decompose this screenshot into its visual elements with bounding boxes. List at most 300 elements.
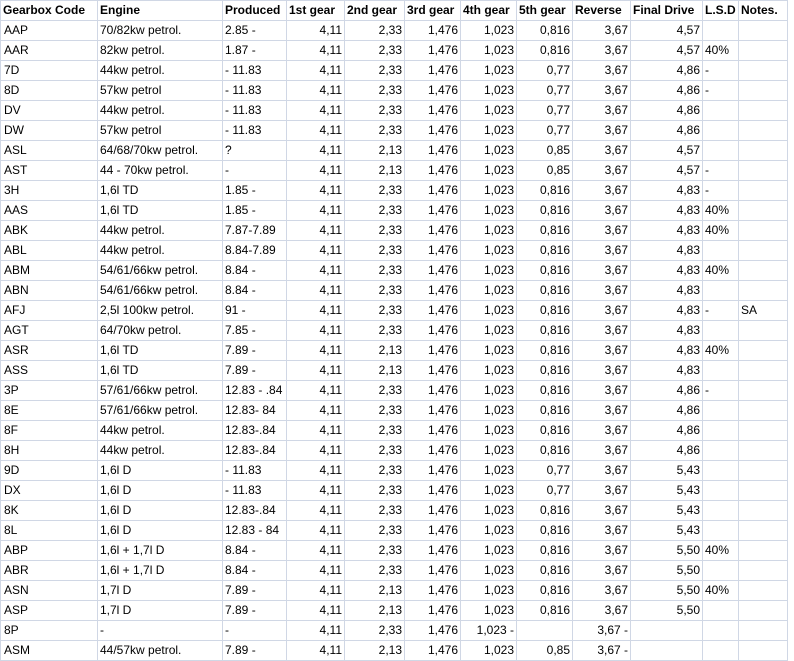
- cell-4th-gear: 1,023: [461, 201, 517, 221]
- table-row: [1, 221, 788, 241]
- cell-gearbox-code: ABR: [1, 561, 98, 581]
- cell-final-drive: 4,86: [631, 81, 703, 101]
- cell-2nd-gear: 2,33: [345, 421, 405, 441]
- cell-produced: - 11.83: [223, 101, 287, 121]
- cell-engine: 64/70kw petrol.: [98, 321, 223, 341]
- cell-4th-gear: 1,023: [461, 121, 517, 141]
- cell-engine: 1,7l D: [98, 601, 223, 621]
- cell-4th-gear: 1,023: [461, 61, 517, 81]
- cell-final-drive: 4,83: [631, 201, 703, 221]
- cell-2nd-gear: 2,13: [345, 341, 405, 361]
- cell-2nd-gear: 2,33: [345, 621, 405, 641]
- table-row: [1, 61, 788, 81]
- cell-lsd: [703, 481, 739, 501]
- cell-4th-gear: 1,023: [461, 281, 517, 301]
- cell-notes: [739, 41, 788, 61]
- cell-reverse: 3,67: [573, 281, 631, 301]
- cell-reverse: 3,67 -: [573, 641, 631, 661]
- cell-4th-gear: 1,023: [461, 341, 517, 361]
- cell-4th-gear: 1,023: [461, 601, 517, 621]
- cell-notes: SA: [739, 301, 788, 321]
- cell-4th-gear: 1,023: [461, 221, 517, 241]
- cell-engine: 1,6l D: [98, 521, 223, 541]
- cell-1st-gear: 4,11: [287, 261, 345, 281]
- cell-3rd-gear: 1,476: [405, 621, 461, 641]
- cell-notes: [739, 161, 788, 181]
- cell-engine: 44kw petrol.: [98, 101, 223, 121]
- cell-engine: 54/61/66kw petrol.: [98, 281, 223, 301]
- cell-4th-gear: 1,023: [461, 541, 517, 561]
- cell-gearbox-code: DV: [1, 101, 98, 121]
- cell-lsd: [703, 21, 739, 41]
- cell-notes: [739, 121, 788, 141]
- cell-final-drive: 5,50: [631, 541, 703, 561]
- cell-final-drive: 4,57: [631, 161, 703, 181]
- cell-engine: 1,6l TD: [98, 361, 223, 381]
- cell-reverse: 3,67 -: [573, 621, 631, 641]
- cell-gearbox-code: AAR: [1, 41, 98, 61]
- cell-2nd-gear: 2,13: [345, 141, 405, 161]
- cell-gearbox-code: ASN: [1, 581, 98, 601]
- cell-produced: 7.87-7.89: [223, 221, 287, 241]
- cell-1st-gear: 4,11: [287, 441, 345, 461]
- cell-5th-gear: 0,816: [517, 381, 573, 401]
- cell-reverse: 3,67: [573, 441, 631, 461]
- cell-final-drive: 4,83: [631, 241, 703, 261]
- cell-2nd-gear: 2,33: [345, 201, 405, 221]
- cell-reverse: 3,67: [573, 601, 631, 621]
- cell-5th-gear: 0,816: [517, 421, 573, 441]
- cell-1st-gear: 4,11: [287, 641, 345, 661]
- cell-engine: 57/61/66kw petrol.: [98, 381, 223, 401]
- cell-3rd-gear: 1,476: [405, 341, 461, 361]
- cell-notes: [739, 521, 788, 541]
- cell-final-drive: 5,50: [631, 601, 703, 621]
- table-row: [1, 81, 788, 101]
- cell-gearbox-code: 8P: [1, 621, 98, 641]
- cell-produced: 1.85 -: [223, 181, 287, 201]
- cell-4th-gear: 1,023: [461, 401, 517, 421]
- cell-4th-gear: 1,023: [461, 381, 517, 401]
- cell-lsd: -: [703, 161, 739, 181]
- cell-gearbox-code: AAS: [1, 201, 98, 221]
- cell-produced: 8.84 -: [223, 261, 287, 281]
- cell-3rd-gear: 1,476: [405, 241, 461, 261]
- cell-produced: - 11.83: [223, 81, 287, 101]
- cell-2nd-gear: 2,33: [345, 501, 405, 521]
- cell-2nd-gear: 2,13: [345, 161, 405, 181]
- cell-5th-gear: 0,77: [517, 101, 573, 121]
- cell-5th-gear: 0,816: [517, 241, 573, 261]
- cell-gearbox-code: ABL: [1, 241, 98, 261]
- table-row: [1, 341, 788, 361]
- cell-final-drive: 5,50: [631, 581, 703, 601]
- cell-3rd-gear: 1,476: [405, 281, 461, 301]
- cell-lsd: -: [703, 301, 739, 321]
- cell-gearbox-code: ABK: [1, 221, 98, 241]
- cell-4th-gear: 1,023 -: [461, 621, 517, 641]
- cell-3rd-gear: 1,476: [405, 381, 461, 401]
- cell-notes: [739, 241, 788, 261]
- cell-engine: 44kw petrol.: [98, 61, 223, 81]
- cell-lsd: -: [703, 181, 739, 201]
- cell-final-drive: 4,86: [631, 441, 703, 461]
- cell-notes: [739, 381, 788, 401]
- cell-final-drive: 5,50: [631, 561, 703, 581]
- cell-reverse: 3,67: [573, 81, 631, 101]
- cell-4th-gear: 1,023: [461, 501, 517, 521]
- cell-engine: 44kw petrol.: [98, 421, 223, 441]
- table-row: [1, 621, 788, 641]
- cell-lsd: 40%: [703, 221, 739, 241]
- cell-final-drive: [631, 621, 703, 641]
- cell-3rd-gear: 1,476: [405, 601, 461, 621]
- cell-lsd: 40%: [703, 201, 739, 221]
- cell-gearbox-code: 8K: [1, 501, 98, 521]
- cell-2nd-gear: 2,33: [345, 461, 405, 481]
- header-final-drive: Final Drive: [631, 1, 703, 21]
- cell-4th-gear: 1,023: [461, 21, 517, 41]
- cell-final-drive: 4,57: [631, 21, 703, 41]
- cell-lsd: [703, 141, 739, 161]
- cell-3rd-gear: 1,476: [405, 21, 461, 41]
- cell-produced: - 11.83: [223, 121, 287, 141]
- cell-1st-gear: 4,11: [287, 201, 345, 221]
- cell-final-drive: 4,57: [631, 141, 703, 161]
- cell-notes: [739, 281, 788, 301]
- cell-3rd-gear: 1,476: [405, 141, 461, 161]
- cell-produced: 12.83- 84: [223, 401, 287, 421]
- cell-1st-gear: 4,11: [287, 401, 345, 421]
- cell-engine: 1,6l TD: [98, 181, 223, 201]
- cell-lsd: [703, 641, 739, 661]
- table-row: [1, 521, 788, 541]
- cell-final-drive: 4,83: [631, 261, 703, 281]
- cell-final-drive: 4,83: [631, 301, 703, 321]
- cell-notes: [739, 341, 788, 361]
- cell-2nd-gear: 2,33: [345, 41, 405, 61]
- cell-produced: 7.89 -: [223, 641, 287, 661]
- cell-4th-gear: 1,023: [461, 301, 517, 321]
- cell-lsd: -: [703, 81, 739, 101]
- cell-5th-gear: 0,816: [517, 281, 573, 301]
- cell-5th-gear: 0,816: [517, 201, 573, 221]
- cell-gearbox-code: AST: [1, 161, 98, 181]
- cell-final-drive: 4,86: [631, 381, 703, 401]
- cell-4th-gear: 1,023: [461, 521, 517, 541]
- cell-final-drive: 5,43: [631, 461, 703, 481]
- cell-gearbox-code: ASS: [1, 361, 98, 381]
- cell-1st-gear: 4,11: [287, 541, 345, 561]
- cell-gearbox-code: ASP: [1, 601, 98, 621]
- cell-final-drive: 5,43: [631, 501, 703, 521]
- cell-4th-gear: 1,023: [461, 261, 517, 281]
- cell-reverse: 3,67: [573, 141, 631, 161]
- table-row: [1, 301, 788, 321]
- cell-reverse: 3,67: [573, 381, 631, 401]
- cell-1st-gear: 4,11: [287, 621, 345, 641]
- cell-3rd-gear: 1,476: [405, 501, 461, 521]
- cell-reverse: 3,67: [573, 321, 631, 341]
- cell-reverse: 3,67: [573, 121, 631, 141]
- cell-produced: 91 -: [223, 301, 287, 321]
- cell-lsd: 40%: [703, 581, 739, 601]
- cell-1st-gear: 4,11: [287, 601, 345, 621]
- cell-notes: [739, 481, 788, 501]
- cell-1st-gear: 4,11: [287, 141, 345, 161]
- cell-5th-gear: 0,816: [517, 541, 573, 561]
- cell-4th-gear: 1,023: [461, 421, 517, 441]
- cell-3rd-gear: 1,476: [405, 221, 461, 241]
- cell-produced: 7.85 -: [223, 321, 287, 341]
- cell-2nd-gear: 2,33: [345, 321, 405, 341]
- cell-gearbox-code: ABP: [1, 541, 98, 561]
- cell-4th-gear: 1,023: [461, 561, 517, 581]
- cell-gearbox-code: 8E: [1, 401, 98, 421]
- cell-gearbox-code: 3H: [1, 181, 98, 201]
- cell-reverse: 3,67: [573, 461, 631, 481]
- cell-5th-gear: 0,816: [517, 41, 573, 61]
- cell-produced: 12.83-.84: [223, 421, 287, 441]
- cell-2nd-gear: 2,13: [345, 361, 405, 381]
- cell-engine: 44kw petrol.: [98, 241, 223, 261]
- cell-5th-gear: 0,816: [517, 21, 573, 41]
- cell-1st-gear: 4,11: [287, 281, 345, 301]
- cell-engine: 70/82kw petrol.: [98, 21, 223, 41]
- cell-1st-gear: 4,11: [287, 161, 345, 181]
- cell-reverse: 3,67: [573, 421, 631, 441]
- cell-5th-gear: 0,816: [517, 581, 573, 601]
- cell-5th-gear: 0,77: [517, 481, 573, 501]
- cell-reverse: 3,67: [573, 161, 631, 181]
- cell-4th-gear: 1,023: [461, 581, 517, 601]
- cell-1st-gear: 4,11: [287, 341, 345, 361]
- cell-2nd-gear: 2,33: [345, 221, 405, 241]
- cell-5th-gear: 0,816: [517, 221, 573, 241]
- cell-5th-gear: 0,85: [517, 641, 573, 661]
- cell-notes: [739, 501, 788, 521]
- cell-gearbox-code: AGT: [1, 321, 98, 341]
- table-row: [1, 461, 788, 481]
- cell-reverse: 3,67: [573, 301, 631, 321]
- cell-1st-gear: 4,11: [287, 101, 345, 121]
- cell-5th-gear: 0,816: [517, 441, 573, 461]
- cell-reverse: 3,67: [573, 101, 631, 121]
- cell-engine: 44kw petrol.: [98, 221, 223, 241]
- cell-gearbox-code: 9D: [1, 461, 98, 481]
- cell-engine: 1,6l TD: [98, 201, 223, 221]
- cell-4th-gear: 1,023: [461, 241, 517, 261]
- cell-notes: [739, 541, 788, 561]
- table-row: [1, 561, 788, 581]
- header-engine: Engine: [98, 1, 223, 21]
- cell-produced: - 11.83: [223, 61, 287, 81]
- cell-4th-gear: 1,023: [461, 161, 517, 181]
- cell-lsd: [703, 121, 739, 141]
- cell-2nd-gear: 2,33: [345, 81, 405, 101]
- cell-4th-gear: 1,023: [461, 81, 517, 101]
- table-row: [1, 361, 788, 381]
- cell-reverse: 3,67: [573, 201, 631, 221]
- cell-notes: [739, 261, 788, 281]
- header-3rd-gear: 3rd gear: [405, 1, 461, 21]
- cell-lsd: 40%: [703, 341, 739, 361]
- cell-final-drive: 4,86: [631, 401, 703, 421]
- cell-reverse: 3,67: [573, 481, 631, 501]
- cell-gearbox-code: 3P: [1, 381, 98, 401]
- cell-engine: 2,5l 100kw petrol.: [98, 301, 223, 321]
- cell-4th-gear: 1,023: [461, 181, 517, 201]
- cell-final-drive: 4,86: [631, 421, 703, 441]
- cell-notes: [739, 421, 788, 441]
- cell-produced: - 11.83: [223, 461, 287, 481]
- cell-reverse: 3,67: [573, 401, 631, 421]
- table-row: [1, 281, 788, 301]
- cell-5th-gear: 0,816: [517, 361, 573, 381]
- table-row: [1, 261, 788, 281]
- table-row: [1, 21, 788, 41]
- cell-produced: 8.84-7.89: [223, 241, 287, 261]
- cell-3rd-gear: 1,476: [405, 361, 461, 381]
- header-gearbox-code: Gearbox Code: [1, 1, 98, 21]
- cell-4th-gear: 1,023: [461, 141, 517, 161]
- cell-4th-gear: 1,023: [461, 481, 517, 501]
- cell-2nd-gear: 2,33: [345, 561, 405, 581]
- cell-2nd-gear: 2,33: [345, 121, 405, 141]
- cell-1st-gear: 4,11: [287, 61, 345, 81]
- cell-lsd: 40%: [703, 261, 739, 281]
- cell-lsd: -: [703, 381, 739, 401]
- cell-notes: [739, 621, 788, 641]
- cell-produced: - 11.83: [223, 481, 287, 501]
- cell-2nd-gear: 2,33: [345, 521, 405, 541]
- cell-engine: 57/61/66kw petrol.: [98, 401, 223, 421]
- cell-final-drive: 4,83: [631, 221, 703, 241]
- cell-2nd-gear: 2,33: [345, 481, 405, 501]
- cell-lsd: [703, 281, 739, 301]
- cell-produced: -: [223, 621, 287, 641]
- cell-gearbox-code: 7D: [1, 61, 98, 81]
- table-row: [1, 161, 788, 181]
- cell-gearbox-code: 8L: [1, 521, 98, 541]
- cell-3rd-gear: 1,476: [405, 481, 461, 501]
- cell-1st-gear: 4,11: [287, 501, 345, 521]
- cell-lsd: [703, 501, 739, 521]
- cell-1st-gear: 4,11: [287, 321, 345, 341]
- cell-2nd-gear: 2,33: [345, 441, 405, 461]
- cell-lsd: [703, 101, 739, 121]
- cell-3rd-gear: 1,476: [405, 401, 461, 421]
- header-4th-gear: 4th gear: [461, 1, 517, 21]
- table-row: [1, 641, 788, 661]
- cell-lsd: [703, 441, 739, 461]
- cell-final-drive: 4,86: [631, 61, 703, 81]
- cell-lsd: [703, 561, 739, 581]
- cell-notes: [739, 61, 788, 81]
- cell-lsd: [703, 621, 739, 641]
- cell-final-drive: 4,83: [631, 281, 703, 301]
- cell-2nd-gear: 2,33: [345, 401, 405, 421]
- cell-produced: 8.84 -: [223, 541, 287, 561]
- cell-gearbox-code: ASR: [1, 341, 98, 361]
- cell-reverse: 3,67: [573, 241, 631, 261]
- cell-3rd-gear: 1,476: [405, 521, 461, 541]
- cell-final-drive: 4,83: [631, 181, 703, 201]
- cell-produced: 7.89 -: [223, 341, 287, 361]
- cell-gearbox-code: AFJ: [1, 301, 98, 321]
- cell-gearbox-code: ABN: [1, 281, 98, 301]
- cell-1st-gear: 4,11: [287, 561, 345, 581]
- cell-engine: 1,7l D: [98, 581, 223, 601]
- cell-lsd: 40%: [703, 541, 739, 561]
- cell-reverse: 3,67: [573, 41, 631, 61]
- cell-3rd-gear: 1,476: [405, 121, 461, 141]
- cell-reverse: 3,67: [573, 561, 631, 581]
- cell-2nd-gear: 2,33: [345, 101, 405, 121]
- cell-gearbox-code: 8D: [1, 81, 98, 101]
- table-row: [1, 41, 788, 61]
- cell-1st-gear: 4,11: [287, 81, 345, 101]
- table-row: [1, 141, 788, 161]
- cell-3rd-gear: 1,476: [405, 201, 461, 221]
- cell-lsd: [703, 241, 739, 261]
- cell-1st-gear: 4,11: [287, 21, 345, 41]
- table-row: [1, 401, 788, 421]
- cell-5th-gear: 0,85: [517, 141, 573, 161]
- cell-3rd-gear: 1,476: [405, 41, 461, 61]
- cell-notes: [739, 581, 788, 601]
- cell-gearbox-code: ASM: [1, 641, 98, 661]
- cell-gearbox-code: ABM: [1, 261, 98, 281]
- cell-final-drive: 4,83: [631, 361, 703, 381]
- cell-reverse: 3,67: [573, 221, 631, 241]
- cell-2nd-gear: 2,13: [345, 641, 405, 661]
- cell-notes: [739, 321, 788, 341]
- cell-3rd-gear: 1,476: [405, 441, 461, 461]
- cell-reverse: 3,67: [573, 341, 631, 361]
- cell-engine: 1,6l D: [98, 481, 223, 501]
- table-row: [1, 541, 788, 561]
- cell-5th-gear: 0,77: [517, 61, 573, 81]
- header-notes: Notes.: [739, 1, 788, 21]
- cell-4th-gear: 1,023: [461, 41, 517, 61]
- cell-4th-gear: 1,023: [461, 321, 517, 341]
- table-row: [1, 421, 788, 441]
- cell-4th-gear: 1,023: [461, 461, 517, 481]
- cell-2nd-gear: 2,33: [345, 261, 405, 281]
- cell-notes: [739, 21, 788, 41]
- cell-3rd-gear: 1,476: [405, 301, 461, 321]
- cell-gearbox-code: 8H: [1, 441, 98, 461]
- cell-5th-gear: 0,816: [517, 301, 573, 321]
- cell-3rd-gear: 1,476: [405, 81, 461, 101]
- cell-final-drive: 4,86: [631, 121, 703, 141]
- cell-3rd-gear: 1,476: [405, 161, 461, 181]
- cell-lsd: [703, 521, 739, 541]
- table-row: [1, 601, 788, 621]
- cell-engine: 44kw petrol.: [98, 441, 223, 461]
- cell-produced: 1.87 -: [223, 41, 287, 61]
- cell-produced: 12.83 - .84: [223, 381, 287, 401]
- cell-notes: [739, 561, 788, 581]
- cell-reverse: 3,67: [573, 581, 631, 601]
- cell-1st-gear: 4,11: [287, 301, 345, 321]
- cell-notes: [739, 641, 788, 661]
- cell-notes: [739, 201, 788, 221]
- cell-4th-gear: 1,023: [461, 361, 517, 381]
- cell-2nd-gear: 2,13: [345, 581, 405, 601]
- cell-1st-gear: 4,11: [287, 481, 345, 501]
